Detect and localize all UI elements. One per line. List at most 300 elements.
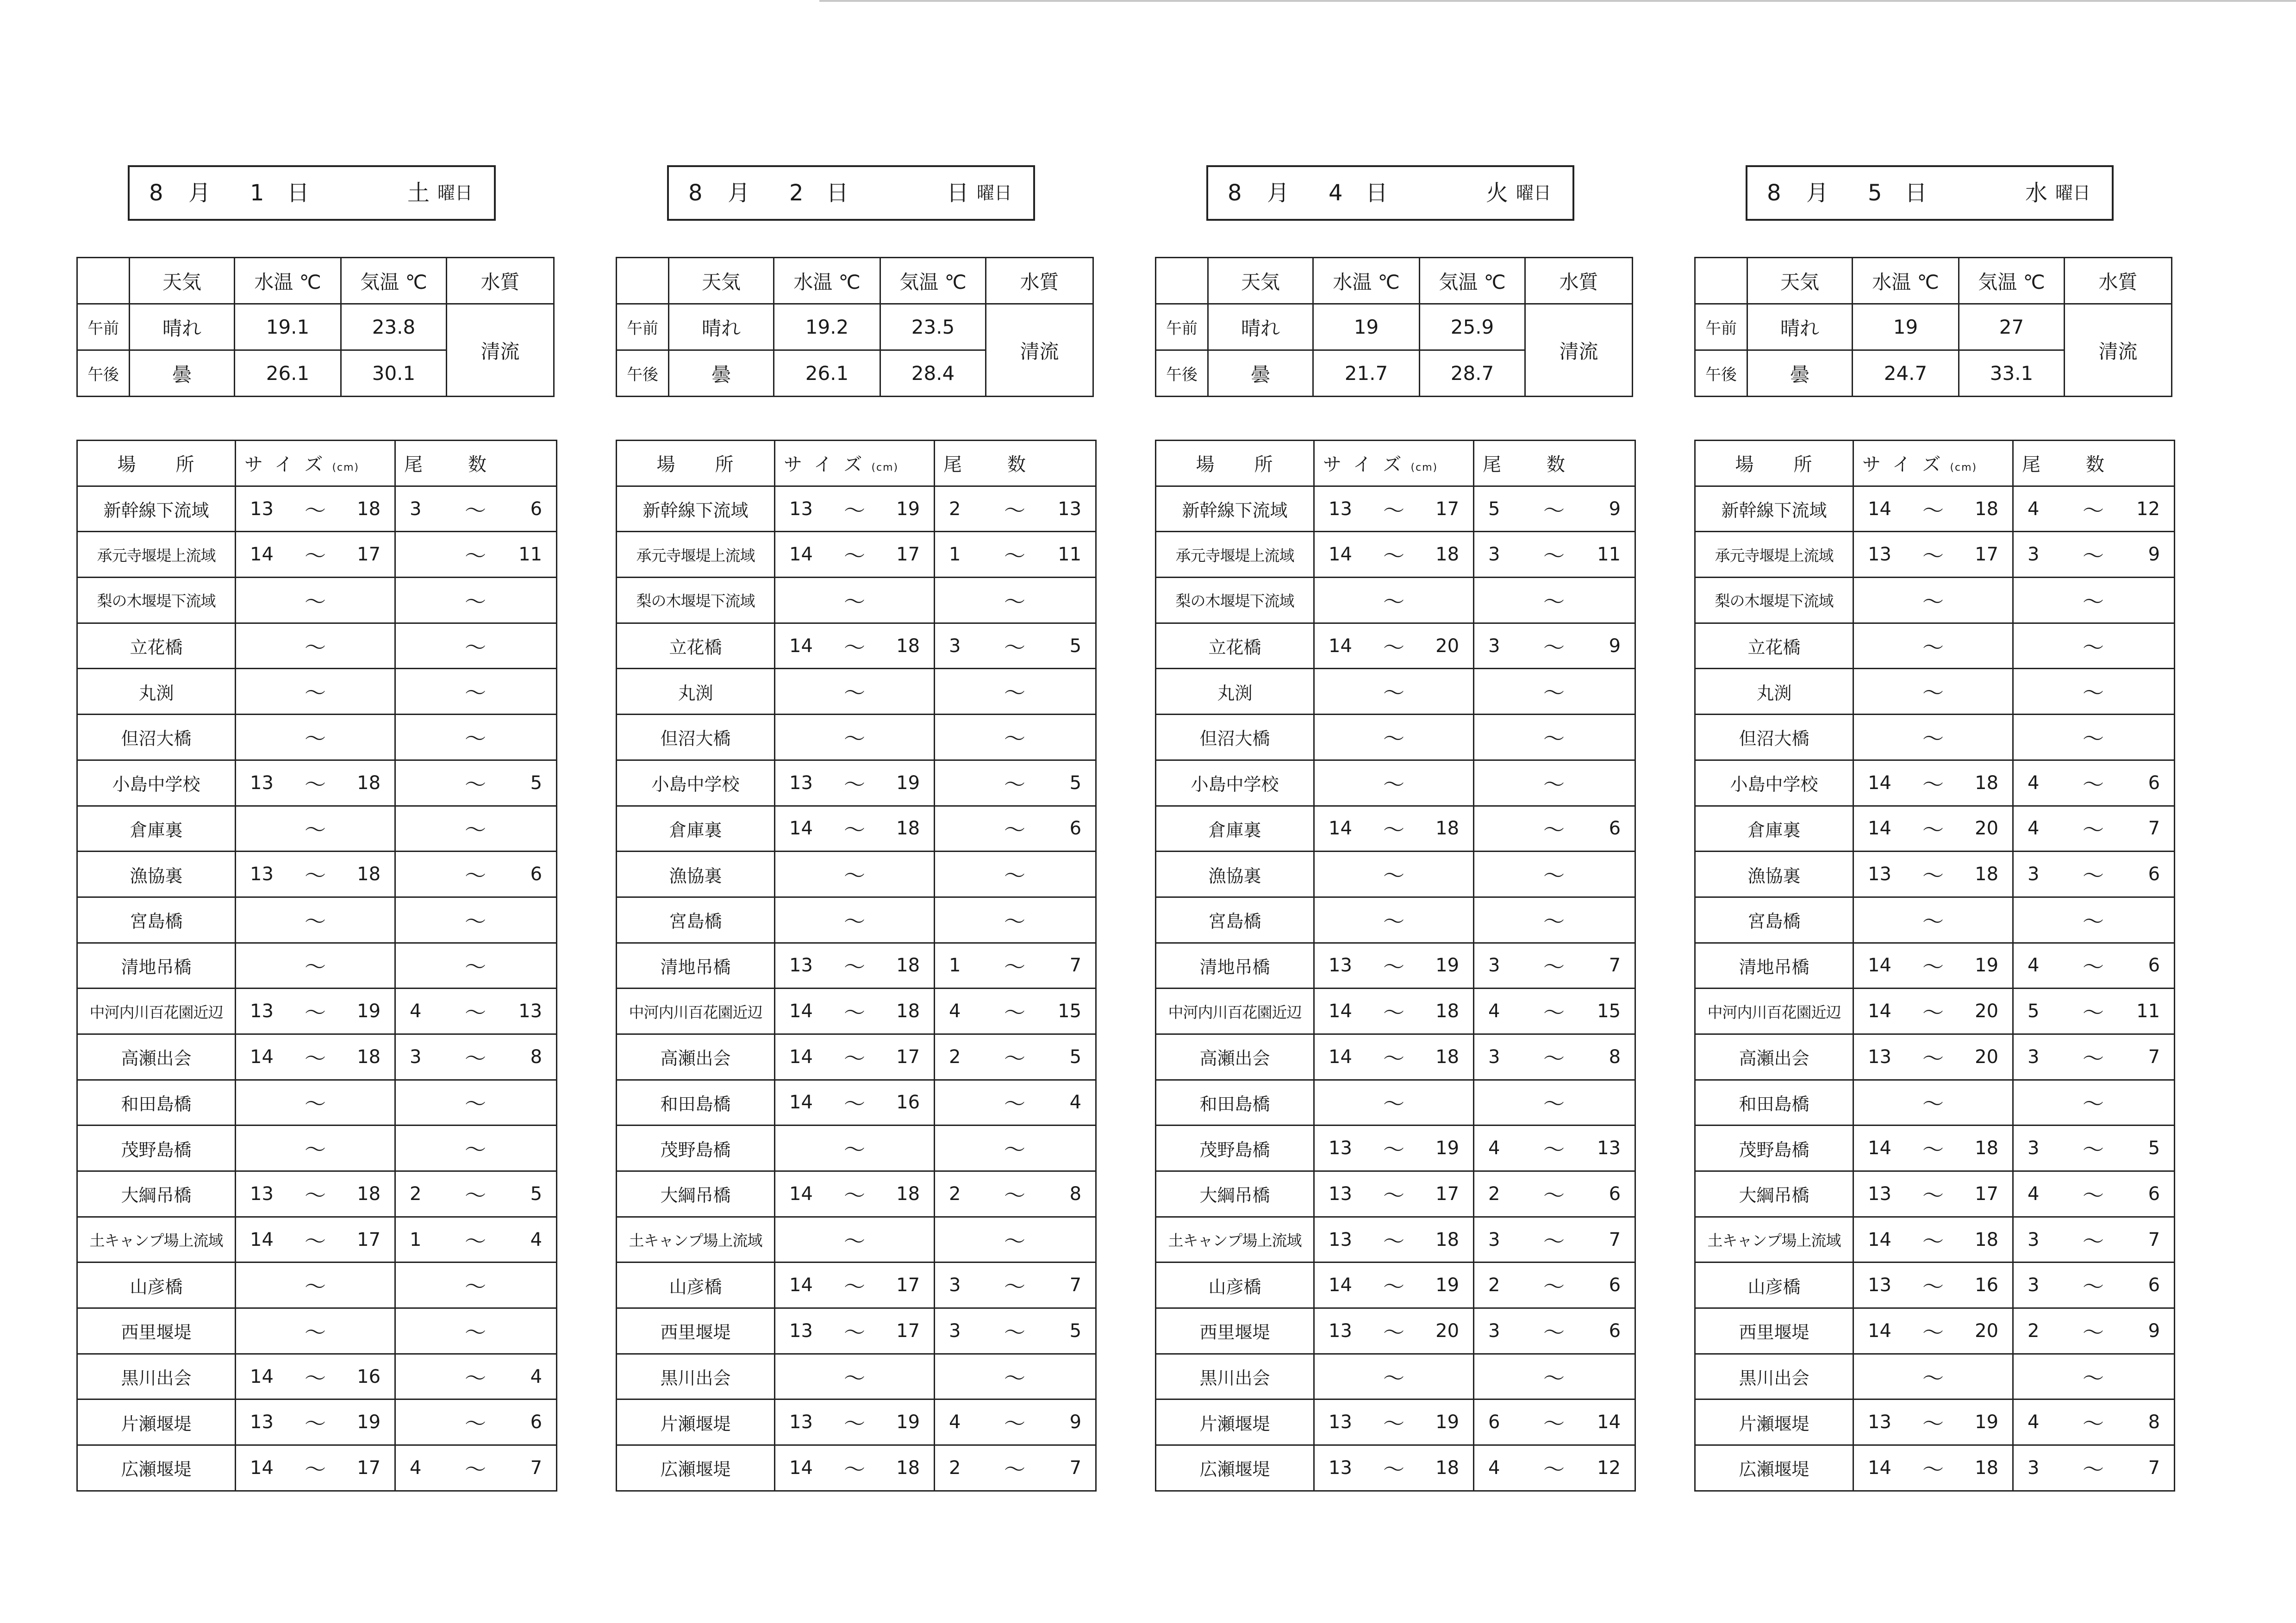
catch-table	[1694, 440, 2175, 1492]
size-max: 17	[881, 1308, 935, 1354]
size-min	[1314, 1080, 1367, 1126]
size-max: 20	[1421, 623, 1474, 669]
count-max: 5	[1042, 1308, 1096, 1354]
size-range-tilde: 〜	[828, 852, 881, 897]
corner-cell	[77, 258, 130, 304]
catch-row	[617, 578, 1096, 623]
count-min	[935, 1354, 988, 1399]
location-name: 黒川出会	[617, 1354, 775, 1399]
afternoon-label: 午後	[1695, 350, 1747, 397]
location-name: 広瀬堰堤	[1695, 1445, 1853, 1491]
size-min	[1853, 1354, 1907, 1399]
size-range-tilde: 〜	[289, 1399, 342, 1445]
size-min	[236, 1262, 289, 1308]
location-name: 片瀬堰堤	[617, 1399, 775, 1445]
count-range-tilde: 〜	[2066, 806, 2121, 852]
size-min: 14	[775, 806, 828, 852]
catch-row	[617, 1217, 1096, 1262]
corner-cell	[1156, 258, 1208, 304]
size-header	[1853, 441, 2013, 486]
morning-label: 午前	[77, 304, 130, 350]
size-min: 14	[775, 623, 828, 669]
size-range-tilde: 〜	[1907, 897, 1960, 943]
location-name: 小島中学校	[77, 760, 236, 806]
size-max: 18	[881, 623, 935, 669]
catch-row	[77, 1262, 557, 1308]
count-range-tilde: 〜	[2066, 1080, 2121, 1126]
size-max	[342, 715, 395, 760]
size-min: 14	[236, 532, 289, 578]
count-min: 3	[1474, 532, 1527, 578]
count-min	[935, 852, 988, 897]
afternoon-air-temp: 28.4	[880, 350, 986, 397]
count-max: 6	[503, 852, 557, 897]
catch-row	[1695, 532, 2175, 578]
count-range-tilde: 〜	[2066, 989, 2121, 1034]
location-name: 承元寺堰堤上流域	[1156, 532, 1314, 578]
count-max	[2121, 669, 2175, 715]
size-min	[1314, 1354, 1367, 1399]
count-header: 尾 数	[2013, 441, 2175, 486]
size-range-tilde: 〜	[828, 532, 881, 578]
place-header: 場 所	[77, 441, 236, 486]
morning-weather: 晴れ	[1208, 304, 1313, 350]
day-panel-3	[1155, 0, 1636, 1623]
count-range-tilde: 〜	[2066, 578, 2121, 623]
size-max	[1421, 1354, 1474, 1399]
size-range-tilde: 〜	[1367, 1399, 1421, 1445]
size-range-tilde: 〜	[1367, 806, 1421, 852]
size-max: 18	[342, 1034, 395, 1080]
count-min: 4	[2013, 1399, 2066, 1445]
count-max: 6	[2121, 943, 2175, 989]
catch-row	[77, 989, 557, 1034]
size-min: 14	[236, 1217, 289, 1262]
count-range-tilde: 〜	[1527, 760, 1581, 806]
location-name: 清地吊橋	[617, 943, 775, 989]
location-name: 山彦橋	[77, 1262, 236, 1308]
count-range-tilde: 〜	[449, 1217, 503, 1262]
count-range-tilde: 〜	[449, 1080, 503, 1126]
count-max: 4	[1042, 1080, 1096, 1126]
size-min: 13	[1853, 1171, 1907, 1217]
count-min	[2013, 1354, 2066, 1399]
month-value: 8	[1767, 180, 1781, 206]
count-min	[395, 806, 449, 852]
count-max	[2121, 578, 2175, 623]
size-max	[342, 1262, 395, 1308]
catch-row	[1695, 1262, 2175, 1308]
count-max: 11	[1042, 532, 1096, 578]
size-range-tilde: 〜	[1907, 669, 1960, 715]
day-unit: 日	[1366, 180, 1388, 206]
day-value: 1	[250, 180, 264, 206]
count-range-tilde: 〜	[1527, 623, 1581, 669]
location-name: 大綱吊橋	[617, 1171, 775, 1217]
water-temp-header: 水温 ℃	[774, 258, 880, 304]
count-min: 3	[935, 623, 988, 669]
weekday-value: 水	[2025, 180, 2048, 206]
location-name: 茂野島橋	[77, 1126, 236, 1171]
count-max	[1042, 852, 1096, 897]
size-range-tilde: 〜	[1367, 1126, 1421, 1171]
size-range-tilde: 〜	[1907, 806, 1960, 852]
count-max: 6	[503, 486, 557, 532]
location-name: 但沼大橋	[1695, 715, 1853, 760]
count-range-tilde: 〜	[449, 852, 503, 897]
catch-row	[77, 532, 557, 578]
count-min	[935, 1080, 988, 1126]
size-range-tilde: 〜	[1907, 1080, 1960, 1126]
catch-row	[1695, 669, 2175, 715]
size-max: 19	[342, 1399, 395, 1445]
count-max	[503, 1126, 557, 1171]
count-range-tilde: 〜	[2066, 1217, 2121, 1262]
count-range-tilde: 〜	[2066, 943, 2121, 989]
size-range-tilde: 〜	[828, 1445, 881, 1491]
location-name: 西里堰堤	[77, 1308, 236, 1354]
size-max	[1960, 623, 2013, 669]
size-range-tilde: 〜	[828, 1034, 881, 1080]
count-min: 3	[2013, 1445, 2066, 1491]
count-range-tilde: 〜	[2066, 1262, 2121, 1308]
place-header: 場 所	[1695, 441, 1853, 486]
water-quality-value: 清流	[2065, 304, 2172, 397]
count-range-tilde: 〜	[449, 1034, 503, 1080]
place-header: 場 所	[1156, 441, 1314, 486]
size-max: 18	[1421, 1217, 1474, 1262]
morning-air-temp: 23.5	[880, 304, 986, 350]
location-name: 立花橋	[617, 623, 775, 669]
count-max: 7	[2121, 1445, 2175, 1491]
count-max: 15	[1581, 989, 1635, 1034]
month-unit: 月	[728, 180, 750, 206]
catch-row	[77, 669, 557, 715]
count-range-tilde: 〜	[1527, 1445, 1581, 1491]
size-unit-label: (cm)	[1950, 462, 1978, 474]
day-value: 2	[789, 180, 804, 206]
size-max	[342, 897, 395, 943]
count-min: 3	[395, 1034, 449, 1080]
catch-table	[76, 440, 557, 1492]
size-min	[1853, 1080, 1907, 1126]
size-max	[1960, 1080, 2013, 1126]
catch-row	[77, 1126, 557, 1171]
size-range-tilde: 〜	[1907, 1354, 1960, 1399]
catch-row	[617, 1126, 1096, 1171]
count-min	[2013, 897, 2066, 943]
date-box	[128, 165, 496, 221]
count-min	[935, 806, 988, 852]
count-range-tilde: 〜	[988, 532, 1042, 578]
size-max: 18	[1960, 486, 2013, 532]
count-range-tilde: 〜	[988, 806, 1042, 852]
size-max: 19	[1421, 1262, 1474, 1308]
size-min	[1853, 897, 1907, 943]
place-header: 場 所	[617, 441, 775, 486]
count-range-tilde: 〜	[1527, 1354, 1581, 1399]
catch-row	[1156, 486, 1635, 532]
catch-row	[617, 852, 1096, 897]
catch-row	[77, 1445, 557, 1491]
afternoon-weather: 曇	[1747, 350, 1853, 397]
weather-table	[1694, 257, 2172, 397]
count-range-tilde: 〜	[2066, 897, 2121, 943]
count-range-tilde: 〜	[449, 532, 503, 578]
count-range-tilde: 〜	[449, 486, 503, 532]
catch-row	[1156, 1080, 1635, 1126]
size-range-tilde: 〜	[1367, 1034, 1421, 1080]
catch-row	[1695, 1399, 2175, 1445]
size-min	[236, 1308, 289, 1354]
count-min	[1474, 578, 1527, 623]
count-max: 9	[2121, 1308, 2175, 1354]
month-unit: 月	[188, 180, 211, 206]
size-min	[1853, 623, 1907, 669]
count-header: 尾 数	[935, 441, 1096, 486]
size-min	[236, 1080, 289, 1126]
size-max: 18	[342, 760, 395, 806]
location-name: 大綱吊橋	[77, 1171, 236, 1217]
count-range-tilde: 〜	[449, 989, 503, 1034]
count-range-tilde: 〜	[988, 1354, 1042, 1399]
count-max	[2121, 715, 2175, 760]
catch-row	[1695, 1126, 2175, 1171]
location-name: 丸渕	[1695, 669, 1853, 715]
size-min	[236, 806, 289, 852]
count-min: 4	[1474, 989, 1527, 1034]
location-name: 清地吊橋	[1695, 943, 1853, 989]
count-max	[503, 897, 557, 943]
catch-row	[617, 532, 1096, 578]
date-box	[1206, 165, 1574, 221]
count-max: 8	[503, 1034, 557, 1080]
size-range-tilde: 〜	[289, 715, 342, 760]
catch-row	[1695, 1354, 2175, 1399]
count-max	[1042, 1126, 1096, 1171]
size-max: 18	[1421, 989, 1474, 1034]
count-range-tilde: 〜	[2066, 760, 2121, 806]
location-name: 西里堰堤	[617, 1308, 775, 1354]
catch-row	[1156, 760, 1635, 806]
size-max	[342, 943, 395, 989]
count-range-tilde: 〜	[988, 1034, 1042, 1080]
count-min: 1	[935, 943, 988, 989]
date-box	[667, 165, 1035, 221]
location-name: 梨の木堰堤下流域	[1695, 578, 1853, 623]
catch-row	[1695, 1080, 2175, 1126]
count-range-tilde: 〜	[2066, 1308, 2121, 1354]
location-name: 広瀬堰堤	[617, 1445, 775, 1491]
size-max: 18	[342, 852, 395, 897]
morning-weather: 晴れ	[669, 304, 774, 350]
size-max	[881, 715, 935, 760]
weekday-value: 土	[407, 180, 430, 206]
size-min: 13	[1314, 1217, 1367, 1262]
count-max: 5	[2121, 1126, 2175, 1171]
size-min: 14	[1853, 486, 1907, 532]
day-value: 4	[1329, 180, 1343, 206]
catch-row	[1156, 1126, 1635, 1171]
size-max	[1960, 669, 2013, 715]
size-min: 13	[1853, 852, 1907, 897]
count-min: 4	[2013, 486, 2066, 532]
count-max	[503, 943, 557, 989]
count-range-tilde: 〜	[449, 943, 503, 989]
count-max: 4	[503, 1217, 557, 1262]
size-max: 18	[881, 989, 935, 1034]
catch-row	[617, 1445, 1096, 1491]
location-name: 倉庫裏	[1156, 806, 1314, 852]
catch-row	[1156, 1217, 1635, 1262]
location-name: 西里堰堤	[1695, 1308, 1853, 1354]
size-range-tilde: 〜	[289, 943, 342, 989]
catch-row	[1695, 760, 2175, 806]
size-max: 18	[1960, 760, 2013, 806]
catch-row	[1156, 852, 1635, 897]
count-range-tilde: 〜	[1527, 943, 1581, 989]
count-range-tilde: 〜	[2066, 1354, 2121, 1399]
count-min: 4	[395, 1445, 449, 1491]
size-range-tilde: 〜	[828, 715, 881, 760]
catch-table	[1155, 440, 1636, 1492]
location-name: 新幹線下流域	[77, 486, 236, 532]
size-range-tilde: 〜	[1367, 715, 1421, 760]
count-range-tilde: 〜	[2066, 1399, 2121, 1445]
morning-row	[617, 304, 1093, 350]
count-max: 15	[1042, 989, 1096, 1034]
day-panel-1	[76, 0, 558, 1623]
size-header	[236, 441, 395, 486]
weekday-value: 日	[947, 180, 969, 206]
weekday-unit: 曜日	[1516, 183, 1552, 203]
location-name: 土キャンプ場上流域	[1695, 1217, 1853, 1262]
size-min: 14	[775, 1034, 828, 1080]
size-range-tilde: 〜	[1367, 623, 1421, 669]
location-name: 茂野島橋	[1156, 1126, 1314, 1171]
catch-row	[1156, 989, 1635, 1034]
size-min: 13	[236, 1399, 289, 1445]
size-range-tilde: 〜	[1367, 669, 1421, 715]
count-max: 5	[503, 1171, 557, 1217]
catch-row	[1156, 1034, 1635, 1080]
morning-air-temp: 23.8	[341, 304, 447, 350]
afternoon-water-temp: 26.1	[774, 350, 880, 397]
count-range-tilde: 〜	[988, 623, 1042, 669]
size-max: 19	[1960, 943, 2013, 989]
count-range-tilde: 〜	[449, 669, 503, 715]
size-max: 16	[342, 1354, 395, 1399]
count-min: 3	[2013, 1034, 2066, 1080]
size-min	[775, 852, 828, 897]
count-range-tilde: 〜	[988, 669, 1042, 715]
size-max: 18	[881, 1171, 935, 1217]
afternoon-air-temp: 30.1	[341, 350, 447, 397]
count-range-tilde: 〜	[1527, 1126, 1581, 1171]
size-range-tilde: 〜	[1907, 760, 1960, 806]
size-min	[775, 897, 828, 943]
size-max: 17	[1421, 1171, 1474, 1217]
location-name: 大綱吊橋	[1695, 1171, 1853, 1217]
size-min	[1314, 897, 1367, 943]
size-range-tilde: 〜	[1907, 532, 1960, 578]
size-min	[775, 1126, 828, 1171]
count-range-tilde: 〜	[988, 852, 1042, 897]
catch-row	[1695, 943, 2175, 989]
catch-row	[1695, 715, 2175, 760]
catch-row	[77, 806, 557, 852]
count-min: 3	[2013, 532, 2066, 578]
count-max	[1042, 669, 1096, 715]
count-min	[2013, 1080, 2066, 1126]
catch-row	[1156, 943, 1635, 989]
catch-row	[617, 897, 1096, 943]
count-min: 4	[2013, 1171, 2066, 1217]
count-min	[935, 897, 988, 943]
size-min	[1314, 852, 1367, 897]
count-min: 4	[2013, 760, 2066, 806]
size-max	[1960, 578, 2013, 623]
size-min: 13	[1314, 1445, 1367, 1491]
count-range-tilde: 〜	[449, 1399, 503, 1445]
location-name: 和田島橋	[1695, 1080, 1853, 1126]
location-name: 茂野島橋	[1695, 1126, 1853, 1171]
size-range-tilde: 〜	[1367, 486, 1421, 532]
count-max: 8	[2121, 1399, 2175, 1445]
catch-row	[617, 760, 1096, 806]
count-range-tilde: 〜	[1527, 897, 1581, 943]
count-range-tilde: 〜	[1527, 532, 1581, 578]
catch-row	[617, 1080, 1096, 1126]
size-max	[342, 669, 395, 715]
size-max: 17	[881, 532, 935, 578]
location-name: 梨の木堰堤下流域	[617, 578, 775, 623]
catch-row	[77, 1080, 557, 1126]
count-range-tilde: 〜	[988, 1217, 1042, 1262]
count-range-tilde: 〜	[988, 989, 1042, 1034]
air-temp-header: 気温 ℃	[1420, 258, 1525, 304]
size-min: 14	[1314, 989, 1367, 1034]
size-min: 13	[1853, 1262, 1907, 1308]
month-value: 8	[1228, 180, 1242, 206]
count-range-tilde: 〜	[449, 1126, 503, 1171]
size-min: 14	[775, 989, 828, 1034]
size-min: 14	[1853, 1126, 1907, 1171]
count-range-tilde: 〜	[988, 1171, 1042, 1217]
size-range-tilde: 〜	[289, 1034, 342, 1080]
count-max	[1042, 1354, 1096, 1399]
morning-air-temp: 27	[1959, 304, 2065, 350]
size-max: 18	[1960, 1126, 2013, 1171]
size-header-label: サ イ ズ	[1323, 454, 1404, 476]
count-min: 3	[935, 1262, 988, 1308]
catch-row	[77, 897, 557, 943]
afternoon-label: 午後	[1156, 350, 1208, 397]
size-max	[1421, 578, 1474, 623]
water-quality-header: 水質	[986, 258, 1093, 304]
count-min: 1	[395, 1217, 449, 1262]
size-header	[1314, 441, 1474, 486]
count-max	[1581, 578, 1635, 623]
size-range-tilde: 〜	[289, 806, 342, 852]
size-max	[342, 623, 395, 669]
size-min: 14	[1853, 760, 1907, 806]
count-range-tilde: 〜	[1527, 1171, 1581, 1217]
count-range-tilde: 〜	[2066, 486, 2121, 532]
size-range-tilde: 〜	[828, 1126, 881, 1171]
count-min	[2013, 578, 2066, 623]
catch-row	[77, 1308, 557, 1354]
